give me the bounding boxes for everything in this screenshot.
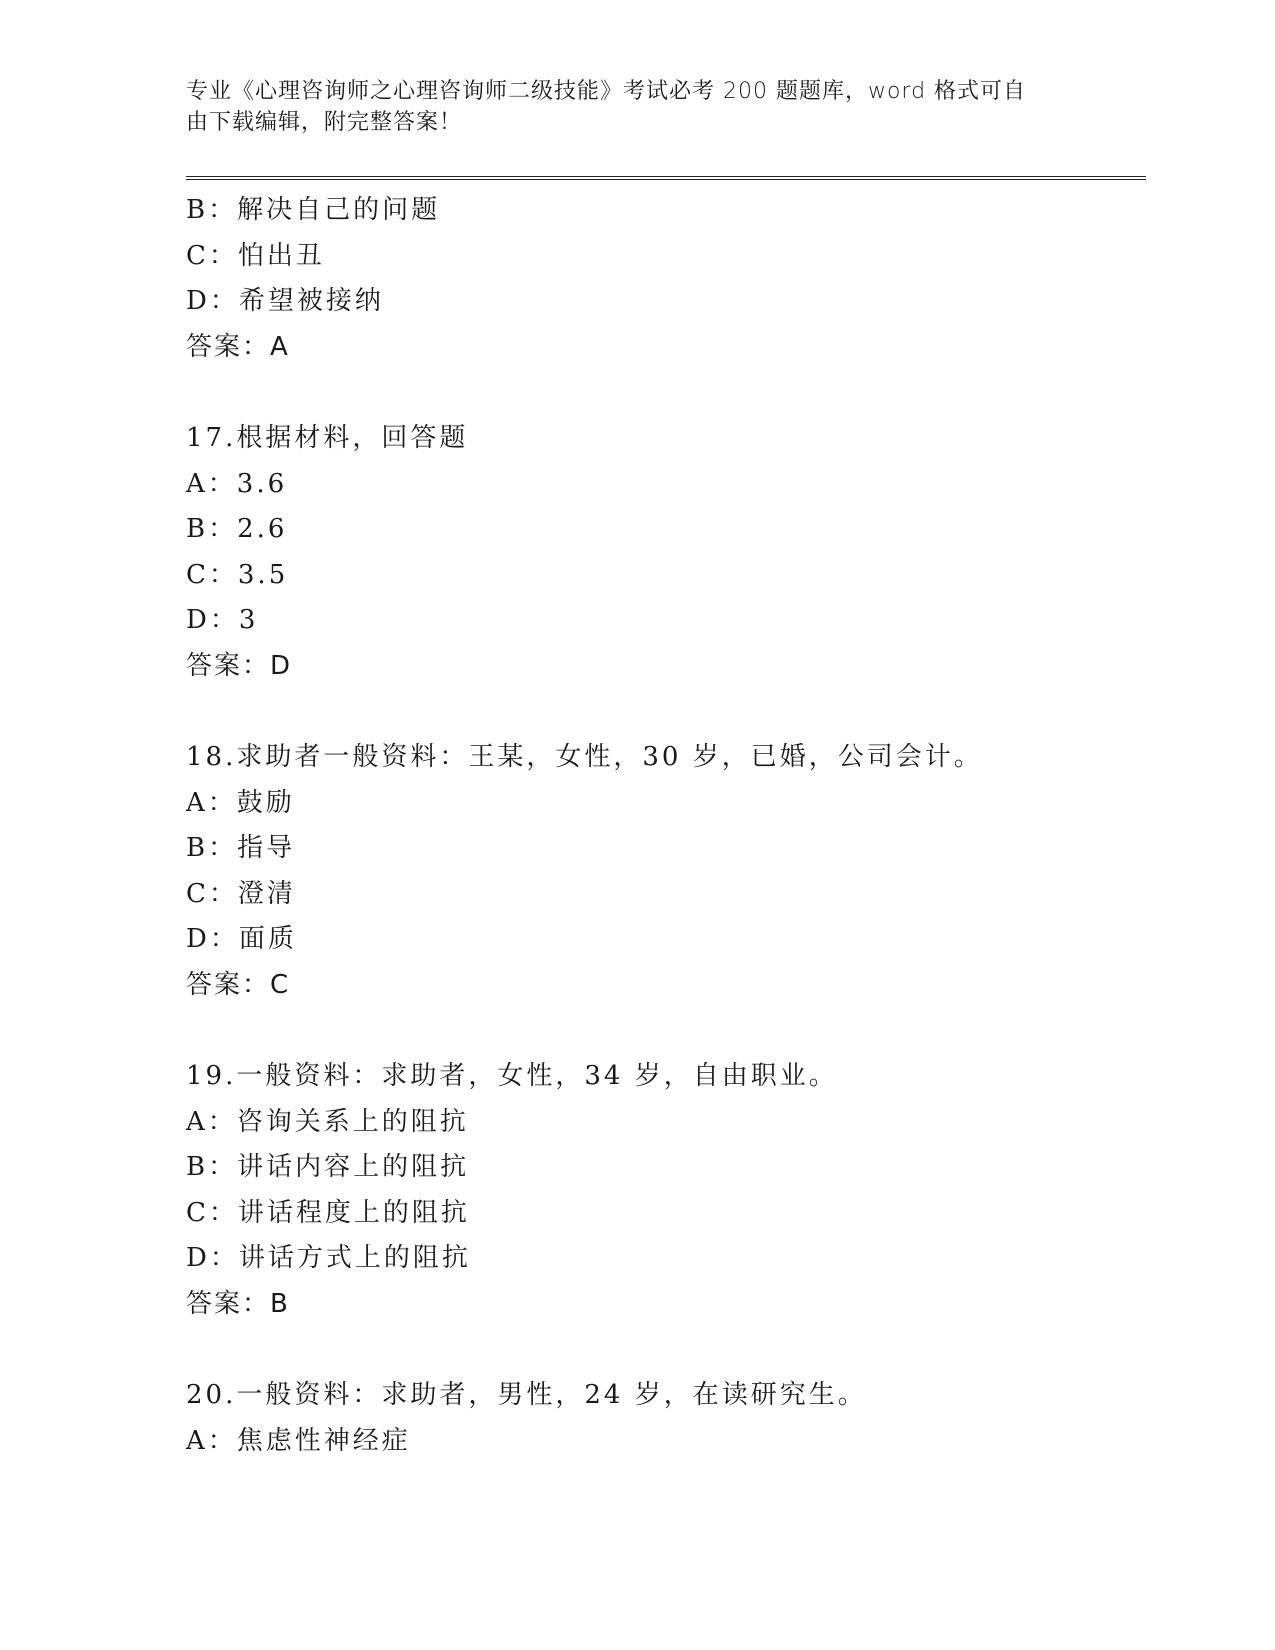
option-line: D：讲话方式上的阻抗 <box>186 1243 471 1273</box>
option-line: D：面质 <box>186 924 297 954</box>
option-line: B：解决自己的问题 <box>186 195 441 225</box>
option-line: D：3 <box>186 605 259 635</box>
option-line: C：澄清 <box>186 878 296 909</box>
answer-line: 答案：D <box>186 650 293 681</box>
document-header <box>186 76 1066 138</box>
option-line: B：2.6 <box>186 514 288 544</box>
question-stem: 17.根据材料，回答题 <box>186 423 469 453</box>
option-line: A：焦虑性神经症 <box>186 1425 411 1456</box>
answer-line: 答案：A <box>186 331 290 362</box>
question-block <box>186 188 1146 370</box>
option-line: C：3.5 <box>186 559 289 590</box>
header-line-2: 由下载编辑，附完整答案！ <box>186 110 463 135</box>
question-stem: 20.一般资料：求助者，男性，24 岁，在读研究生。 <box>186 1380 867 1410</box>
header-divider <box>186 176 1146 180</box>
question-stem: 18.求助者一般资料：王某，女性，30 岁，已婚，公司会计。 <box>186 742 983 772</box>
option-line: A：鼓励 <box>186 787 295 818</box>
option-line: C：讲话程度上的阻抗 <box>186 1197 470 1228</box>
option-line: D：希望被接纳 <box>186 286 384 316</box>
question-block <box>186 416 1146 689</box>
option-line: B：指导 <box>186 833 296 863</box>
answer-line: 答案：C <box>186 969 291 1000</box>
question-list <box>186 188 1146 1464</box>
option-line: A：咨询关系上的阻抗 <box>186 1106 469 1137</box>
question-block <box>186 1054 1146 1327</box>
question-block <box>186 735 1146 1008</box>
option-line: B：讲话内容上的阻抗 <box>186 1152 470 1182</box>
answer-line: 答案：B <box>186 1288 290 1319</box>
question-block <box>186 1373 1146 1464</box>
option-line: C：怕出丑 <box>186 240 325 271</box>
question-stem: 19.一般资料：求助者，女性，34 岁，自由职业。 <box>186 1061 838 1091</box>
option-line: A：3.6 <box>186 468 288 499</box>
header-line-1: 专业《心理咨询师之心理咨询师二级技能》考试必考 200 题题库，word 格式可自 <box>186 79 1027 104</box>
